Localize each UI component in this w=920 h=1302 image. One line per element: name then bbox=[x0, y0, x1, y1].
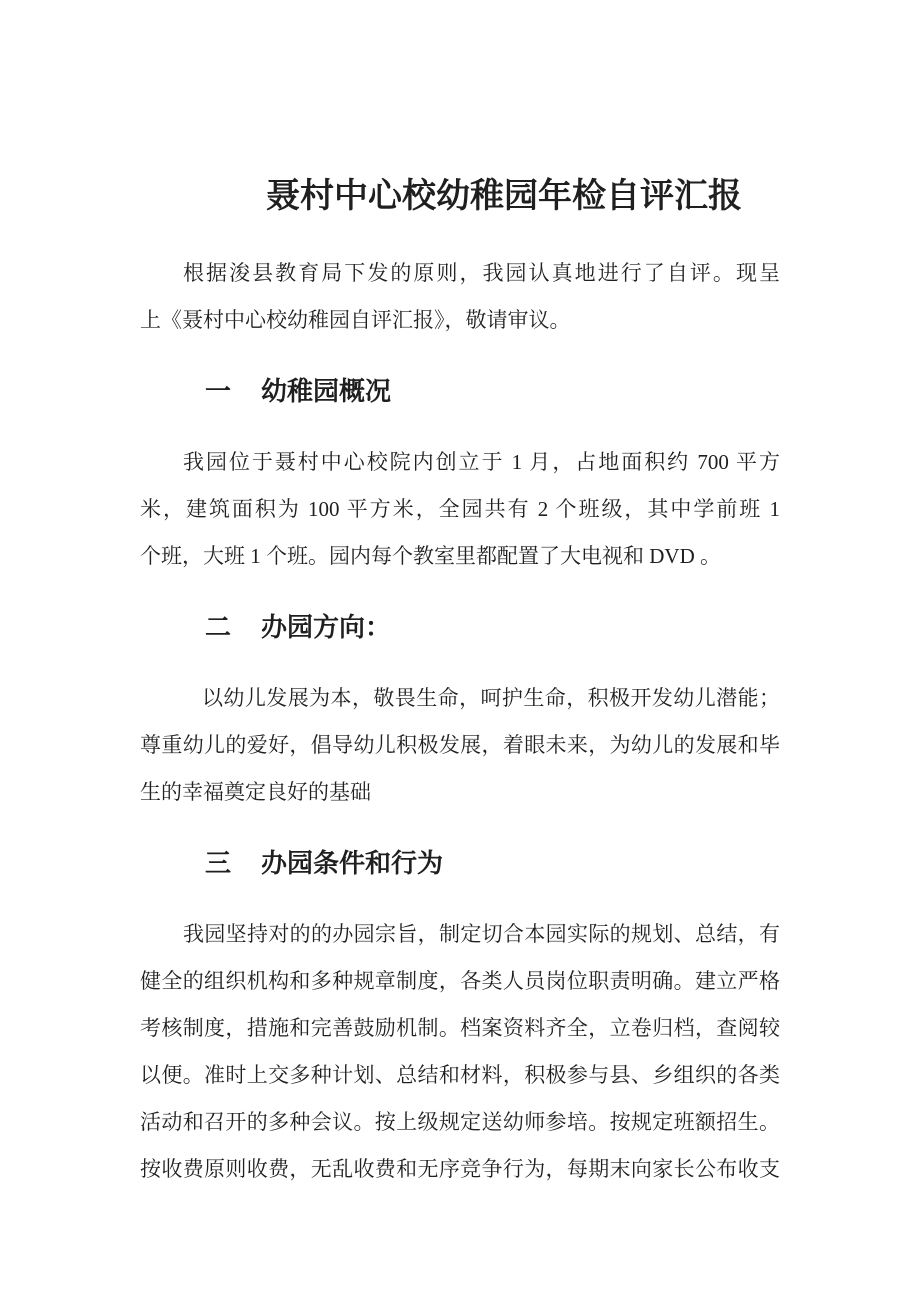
text-line: 米，建筑面积为 100 平方米，全园共有 2 个班级，其中学前班 1 bbox=[140, 497, 780, 521]
body-paragraph bbox=[140, 911, 780, 1193]
section-heading bbox=[140, 604, 780, 651]
section-heading bbox=[140, 368, 780, 415]
heading-label: 办园方向： bbox=[261, 612, 392, 642]
text-line: 生的幸福奠定良好的基础 bbox=[140, 780, 371, 804]
heading-number: 二 bbox=[205, 612, 232, 642]
heading-number: 三 bbox=[205, 848, 232, 878]
heading-number: 一 bbox=[205, 376, 232, 406]
text-line: 尊重幼儿的爱好，倡导幼儿积极发展，着眼未来，为幼儿的发展和毕 bbox=[140, 733, 780, 757]
text-line: 我园位于聂村中心校院内创立于 1 月，占地面积约 700 平方 bbox=[183, 450, 780, 474]
text-line: 根据浚县教育局下发的原则，我园认真地进行了自评。现呈 bbox=[183, 261, 780, 285]
text-line: 以幼儿发展为本，敬畏生命，呵护生命，积极开发幼儿潜能； bbox=[202, 686, 780, 710]
document-title: 聂村中心校幼稚园年检自评汇报 bbox=[266, 178, 742, 215]
heading-label: 办园条件和行为 bbox=[261, 848, 444, 878]
text-line: 按收费原则收费，无乱收费和无序竞争行为，每期末向家长公布收支 bbox=[140, 1157, 780, 1181]
body-paragraph bbox=[140, 250, 780, 344]
text-line: 上《聂村中心校幼稚园自评汇报》，敬请审议。 bbox=[140, 308, 571, 332]
text-line: 考核制度，措施和完善鼓励机制。档案资料齐全，立卷归档，查阅较 bbox=[140, 1016, 780, 1040]
text-line: 我园坚持对的的办园宗旨，制定切合本园实际的规划、总结，有 bbox=[183, 922, 780, 946]
body-paragraph bbox=[140, 439, 780, 580]
text-line: 活动和召开的多种会议。按上级规定送幼师参培。按规定班额招生。 bbox=[140, 1110, 780, 1134]
section-heading bbox=[140, 840, 780, 887]
text-line: 以便。准时上交多种计划、总结和材料，积极参与县、乡组织的各类 bbox=[140, 1063, 780, 1087]
text-line: 个班，大班 1 个班。园内每个教室里都配置了大电视和 DVD 。 bbox=[140, 544, 721, 568]
heading-label: 幼稚园概况 bbox=[261, 376, 392, 406]
text-line: 健全的组织机构和多种规章制度，各类人员岗位职责明确。建立严格 bbox=[140, 969, 780, 993]
body-paragraph bbox=[140, 675, 780, 816]
